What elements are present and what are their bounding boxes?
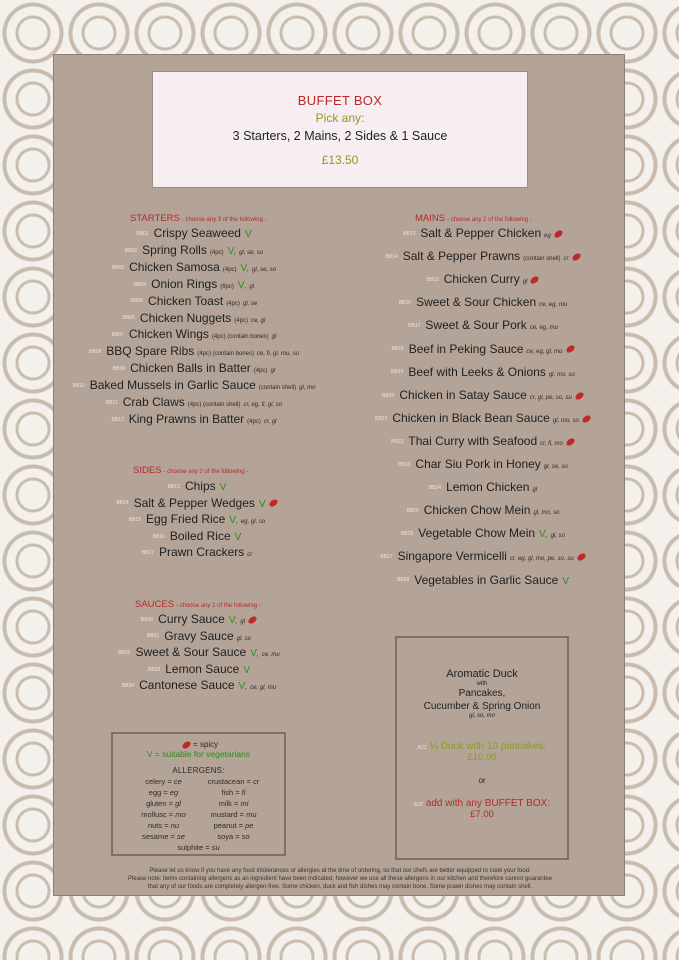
allergen-entry: [204, 776, 264, 787]
footer-line-2: Please note: items containing allergens as an ingredient have been indicated, however we use all these allergens in our kitchen and therefore cannot guarantee: [128, 876, 552, 882]
veg-mark: V: [562, 575, 569, 587]
item-name: Curry Sauce: [158, 612, 225, 626]
item-code: BB01: [136, 230, 149, 237]
item-note: (4pc): [222, 266, 237, 273]
item-note: (4pc): [253, 368, 268, 375]
allergen-name: sesame =: [142, 832, 177, 841]
item-name: Vegetable Chow Mein: [418, 526, 536, 541]
starters-subtitle: - choose any 3 of the following -: [181, 217, 267, 223]
item-allergens: cr, gl, pe, so, su: [529, 394, 572, 401]
chili-icon: [553, 229, 564, 238]
item-allergens: cr, eg, fi, gl, so: [243, 402, 283, 408]
pick-any-label: Pick any:: [315, 111, 365, 125]
allergen-entry: [134, 831, 194, 842]
main-item: [429, 480, 537, 497]
chili-icon: [268, 499, 279, 508]
allergen-key: [113, 776, 284, 853]
side-item: [116, 496, 277, 512]
duck-with: with: [476, 681, 488, 687]
item-code: BB17: [408, 323, 421, 330]
item-allergens: gl: [532, 487, 538, 494]
item-code: BB22: [391, 438, 404, 445]
starter-item: [72, 378, 315, 395]
item-note: (4pc) (contain bones): [211, 334, 269, 341]
side-item: [153, 529, 242, 545]
item-code: BB34: [121, 683, 135, 690]
allergen-code: su: [211, 843, 220, 852]
item-name: Salt & Pepper Wedges: [133, 495, 255, 510]
item-name: Lemon Sauce: [165, 661, 240, 676]
sauces-heading: [135, 599, 261, 610]
item-allergens: gl, mo, so: [552, 417, 579, 424]
item-name: Chicken Samosa: [129, 259, 220, 274]
item-name: Egg Fried Rice: [145, 512, 226, 527]
duck-code-2: A22: [413, 802, 423, 808]
item-name: Lemon Chicken: [446, 480, 530, 495]
duck-offer-2-text: add with any BUFFET BOX:: [425, 798, 551, 809]
starter-item: [112, 327, 277, 344]
starter-item: [112, 412, 277, 429]
allergen-entry: [134, 809, 194, 820]
item-code: BB23: [398, 461, 411, 468]
item-code: BB30: [140, 616, 154, 623]
starter-item: [134, 277, 254, 294]
item-allergens: ce, mu: [261, 652, 280, 659]
allergen-code: pe: [245, 821, 254, 830]
item-code: BB04: [133, 281, 147, 288]
duck-allergens: gl, so, mo: [468, 713, 495, 719]
duck-code-1: A21: [417, 745, 427, 751]
allergen-row: [113, 798, 284, 809]
chili-icon: [576, 553, 587, 562]
item-name: Sweet & Sour Chicken: [416, 295, 537, 310]
item-code: BB11: [105, 399, 118, 406]
allergen-name: crustacean =: [207, 777, 253, 786]
item-name: Chicken Toast: [148, 293, 224, 308]
allergen-code: mi: [240, 799, 249, 808]
item-name: Salt & Pepper Prawns: [402, 249, 521, 264]
item-code: BB28: [397, 577, 410, 584]
side-item: [142, 545, 253, 562]
item-code: BB17: [141, 550, 154, 557]
item-name: Chicken Chow Mein: [423, 503, 531, 518]
item-allergens: ce, eg, mu: [539, 302, 568, 309]
veg-mark: V,: [539, 529, 548, 541]
item-name: Chicken Balls in Batter: [130, 361, 251, 376]
duck-line-1: Pancakes,: [458, 688, 506, 699]
sauce-item: [118, 645, 280, 662]
allergen-code: nu: [170, 821, 180, 830]
main-item: [427, 272, 540, 289]
main-item: [407, 503, 560, 520]
allergen-entry: [134, 787, 194, 798]
item-allergens: eg: [544, 233, 551, 239]
veg-mark: V,: [240, 262, 250, 274]
item-code: BB03: [111, 264, 125, 271]
item-note: (4pc): [209, 249, 224, 256]
duck-offer-2: [397, 798, 567, 809]
item-name: Prawn Crackers: [158, 545, 245, 560]
allergen-row: [113, 809, 284, 820]
veg-mark: V: [243, 664, 250, 676]
main-item: [380, 549, 585, 566]
footer-line-1: Please let us know if you have any food intolerances or allergies at the time of ordering, so that our chefs are better equipped to cook your food.: [149, 868, 531, 874]
item-allergens: gl: [271, 334, 277, 341]
item-code: BB27: [380, 554, 393, 561]
spicy-legend-text: = spicy: [193, 740, 219, 749]
item-name: Beef with Leeks & Onions: [408, 364, 546, 379]
duck-offer-1-text: ¼ Duck with 10 pancakes:: [429, 741, 547, 752]
item-allergens: eg, gl, so: [240, 519, 266, 526]
allergen-row: [113, 842, 284, 853]
item-note: (4pc): [247, 418, 261, 425]
starter-item: [136, 226, 251, 242]
sides-heading: [133, 465, 248, 476]
sauces-subtitle: - choose any 1 of the following -: [176, 603, 261, 609]
starter-item: [106, 395, 282, 412]
item-allergens: gl, se: [242, 300, 258, 307]
allergen-name: soya =: [217, 832, 242, 841]
main-item: [386, 249, 581, 266]
footer-line-3: that any of our foods are completely allergen-free. Some chicken, duck and fish dishes may contain bone. Some prawn dishes may contain shell.: [147, 884, 533, 890]
item-name: Beef in Peking Sauce: [408, 341, 524, 356]
allergen-name: milk =: [218, 799, 241, 808]
item-allergens: gl, mo, so: [548, 371, 575, 378]
veg-legend: V = suitable for vegetarians: [146, 749, 251, 759]
chili-icon: [581, 414, 592, 423]
menu-panel: [53, 54, 625, 896]
item-code: BB20: [382, 392, 395, 399]
item-allergens: ce, fi, gl, mu, so: [256, 351, 299, 358]
allergen-entry: [204, 798, 264, 809]
item-allergens: gl, mo, so: [533, 510, 560, 517]
item-name: Boiled Rice: [169, 528, 231, 543]
item-allergens: gl, so: [550, 533, 565, 540]
item-name: Salt & Pepper Chicken: [420, 226, 542, 240]
item-name: Singapore Vermicelli: [397, 549, 507, 564]
item-code: BB19: [391, 369, 404, 376]
item-code: BB15: [128, 517, 141, 524]
main-item: [398, 457, 568, 474]
duck-or: or: [478, 776, 486, 785]
item-allergens: gl, so: [236, 635, 251, 642]
starter-item: [112, 260, 276, 277]
side-item: [129, 512, 266, 529]
buffet-box-price: £13.50: [321, 153, 359, 167]
item-code: BB14: [116, 500, 129, 507]
item-allergens: cr: [247, 552, 253, 559]
starters-heading: [130, 213, 267, 224]
item-allergens: ce, eg, gl, mu: [526, 348, 563, 355]
sides-title: SIDES: [133, 465, 162, 476]
allergy-footer: [74, 867, 606, 891]
item-code: BB26: [401, 531, 414, 538]
item-allergens: ce, eg, mu: [529, 325, 558, 332]
legend-box: [111, 732, 286, 856]
allergen-code: gl: [175, 799, 181, 808]
item-name: Thai Curry with Seafood: [408, 433, 538, 448]
allergen-code: mo: [175, 810, 186, 819]
item-name: Vegetables in Garlic Sauce: [414, 572, 559, 587]
item-code: BB02: [124, 247, 138, 254]
allergen-code: se: [176, 832, 185, 841]
allergen-entry: [204, 831, 264, 842]
sauce-item: [141, 612, 257, 629]
allergen-code: fi: [241, 788, 246, 797]
starters-title: STARTERS: [130, 213, 180, 224]
main-item: [391, 342, 574, 359]
item-code: BB12: [111, 416, 124, 423]
mains-heading: [415, 213, 532, 224]
item-code: BB06: [122, 315, 135, 322]
allergen-row: [113, 787, 284, 798]
veg-mark: V,: [228, 615, 238, 626]
item-code: BB09: [112, 366, 126, 373]
allergen-code: mu: [246, 810, 257, 819]
item-allergens: gl: [249, 283, 255, 290]
item-name: Onion Rings: [151, 276, 218, 291]
item-allergens: gl, se, so: [239, 249, 264, 256]
allergen-name: mustard =: [210, 810, 247, 819]
item-code: BB05: [130, 298, 144, 305]
main-item: [399, 295, 567, 312]
allergen-name: nuts =: [147, 821, 171, 830]
chili-icon: [247, 615, 258, 624]
buffet-box-description: 3 Starters, 2 Mains, 2 Sides & 1 Sauce: [232, 129, 448, 143]
veg-mark: V,: [227, 245, 237, 257]
allergen-entry: [204, 787, 264, 798]
item-code: BB13: [403, 230, 416, 237]
veg-mark: V,: [250, 648, 259, 660]
item-code: BB08: [89, 349, 102, 356]
item-name: Chicken Wings: [128, 327, 209, 342]
item-allergens: ce, gl, mu: [250, 685, 277, 692]
allergen-row: [113, 831, 284, 842]
buffet-box-title: BUFFET BOX: [297, 93, 383, 108]
item-code: BB31: [147, 633, 160, 640]
item-allergens: cr, eg, gl, mo, pe, so, su: [509, 556, 574, 563]
chili-icon: [574, 391, 585, 400]
allergen-code: eg: [169, 788, 179, 797]
allergen-code: so: [241, 832, 250, 841]
allergen-entry: [134, 776, 194, 787]
allergen-name: fish =: [221, 788, 242, 797]
item-allergens: gl, mo: [299, 385, 316, 392]
item-name: Chicken Nuggets: [139, 310, 232, 325]
item-code: BB33: [148, 666, 161, 673]
mains-title: MAINS: [415, 213, 446, 224]
allergen-name: peanut =: [213, 821, 246, 830]
item-allergens: cr: [563, 256, 569, 263]
sides-subtitle: - choose any 2 of the following -: [163, 469, 249, 475]
veg-mark: V: [234, 531, 242, 543]
item-code: BB25: [406, 508, 419, 515]
duck-price-2: £7.00: [470, 809, 494, 820]
item-name: Chicken in Satay Sauce: [399, 387, 527, 402]
item-name: Cantonese Sauce: [139, 678, 235, 693]
item-code: BB07: [111, 332, 124, 339]
chili-icon: [565, 437, 576, 446]
chili-icon: [530, 275, 541, 284]
item-note: (contain shell): [523, 256, 561, 263]
main-item: [382, 388, 584, 405]
item-code: BB24: [428, 484, 442, 491]
starter-item: [125, 243, 263, 260]
allergens-heading: ALLERGENS:: [172, 766, 225, 775]
item-name: Baked Mussels in Garlic Sauce: [89, 378, 256, 393]
main-item: [401, 526, 565, 543]
item-code: BB21: [375, 415, 388, 422]
main-item: [391, 365, 575, 382]
allergen-entry: [134, 820, 194, 831]
veg-mark: V,: [237, 279, 247, 291]
allergen-name: gluten =: [146, 799, 176, 808]
allergen-name: mollusc =: [141, 810, 176, 819]
item-allergens: gl: [240, 619, 246, 625]
item-name: Sweet & Sour Sauce: [135, 645, 247, 660]
item-code: BB10: [72, 382, 85, 389]
starter-item: [113, 361, 275, 378]
main-item: [375, 411, 591, 428]
item-note: (4pc): [234, 317, 248, 324]
item-name: King Prawns in Batter: [128, 411, 245, 426]
item-name: Sweet & Sour Pork: [425, 318, 527, 333]
item-allergens: gl, se, so: [252, 266, 277, 273]
main-item: [403, 226, 563, 243]
item-allergens: gl: [270, 368, 276, 375]
item-code: BB16: [152, 533, 165, 540]
item-name: BBQ Spare Ribs: [106, 344, 195, 359]
item-allergens: cr, fi, mo: [540, 440, 563, 447]
item-code: BB14: [385, 253, 398, 260]
item-name: Crispy Seaweed: [153, 226, 241, 240]
starter-item: [131, 294, 257, 311]
mains-subtitle: - choose any 2 of the following -: [447, 217, 532, 223]
allergen-entry: [177, 842, 219, 853]
allergen-entry: [204, 809, 264, 820]
item-allergens: gl: [522, 279, 528, 286]
allergen-code: cr: [252, 777, 260, 786]
veg-mark: V,: [238, 681, 248, 693]
chili-icon: [571, 252, 582, 261]
buffet-box-header: [152, 71, 528, 188]
allergen-entry: [134, 798, 194, 809]
item-allergens: cr, gl: [263, 418, 277, 425]
starter-item: [89, 344, 299, 361]
aromatic-duck-box: [395, 636, 569, 860]
item-name: Chips: [184, 479, 216, 493]
duck-price-1: £10.00: [467, 752, 497, 763]
allergen-row: [113, 776, 284, 787]
starter-item: [123, 311, 266, 328]
spicy-legend: [113, 740, 284, 749]
side-item: [168, 479, 227, 495]
item-code: BB15: [426, 277, 439, 284]
allergen-name: celery =: [145, 777, 174, 786]
item-code: BB18: [391, 346, 404, 353]
veg-mark: V: [258, 498, 266, 510]
item-name: Char Siu Pork in Honey: [415, 457, 541, 471]
duck-title: Aromatic Duck: [446, 668, 518, 680]
allergen-code: ce: [173, 777, 182, 786]
main-item: [397, 573, 569, 589]
item-name: Chicken Curry: [443, 272, 520, 287]
allergen-entry: [204, 820, 264, 831]
allergen-name: sulphite =: [177, 843, 212, 852]
item-code: BB32: [118, 650, 131, 657]
item-allergens: ce, gl: [250, 317, 266, 324]
item-name: Crab Claws: [122, 395, 185, 409]
item-name: Chicken in Black Bean Sauce: [392, 410, 550, 425]
sauce-item: [147, 629, 251, 646]
allergen-name: egg =: [148, 788, 170, 797]
chili-icon: [565, 345, 576, 354]
item-note: (4pc) (contain shell): [187, 402, 241, 408]
item-allergens: gl, se, so: [543, 464, 568, 470]
veg-mark: V: [244, 229, 252, 240]
sauces-title: SAUCES: [135, 599, 175, 610]
sauce-item: [148, 662, 250, 678]
item-note: (contain shell): [258, 385, 297, 392]
item-name: Spring Rolls: [142, 242, 207, 257]
item-code: BB13: [167, 483, 180, 490]
main-item: [408, 318, 558, 335]
duck-offer-1: [397, 741, 567, 752]
veg-mark: V,: [229, 515, 238, 527]
item-code: BB16: [398, 300, 412, 307]
duck-line-2: Cucumber & Spring Onion: [423, 701, 541, 712]
item-note: (4pc): [226, 300, 240, 307]
item-note: (4pc) (contain bones): [197, 351, 254, 358]
sauce-item: [122, 678, 276, 695]
veg-mark: V: [219, 482, 227, 493]
main-item: [391, 434, 575, 451]
item-name: Gravy Sauce: [164, 628, 234, 643]
item-note: (6pc): [220, 283, 234, 290]
allergen-row: [113, 820, 284, 831]
